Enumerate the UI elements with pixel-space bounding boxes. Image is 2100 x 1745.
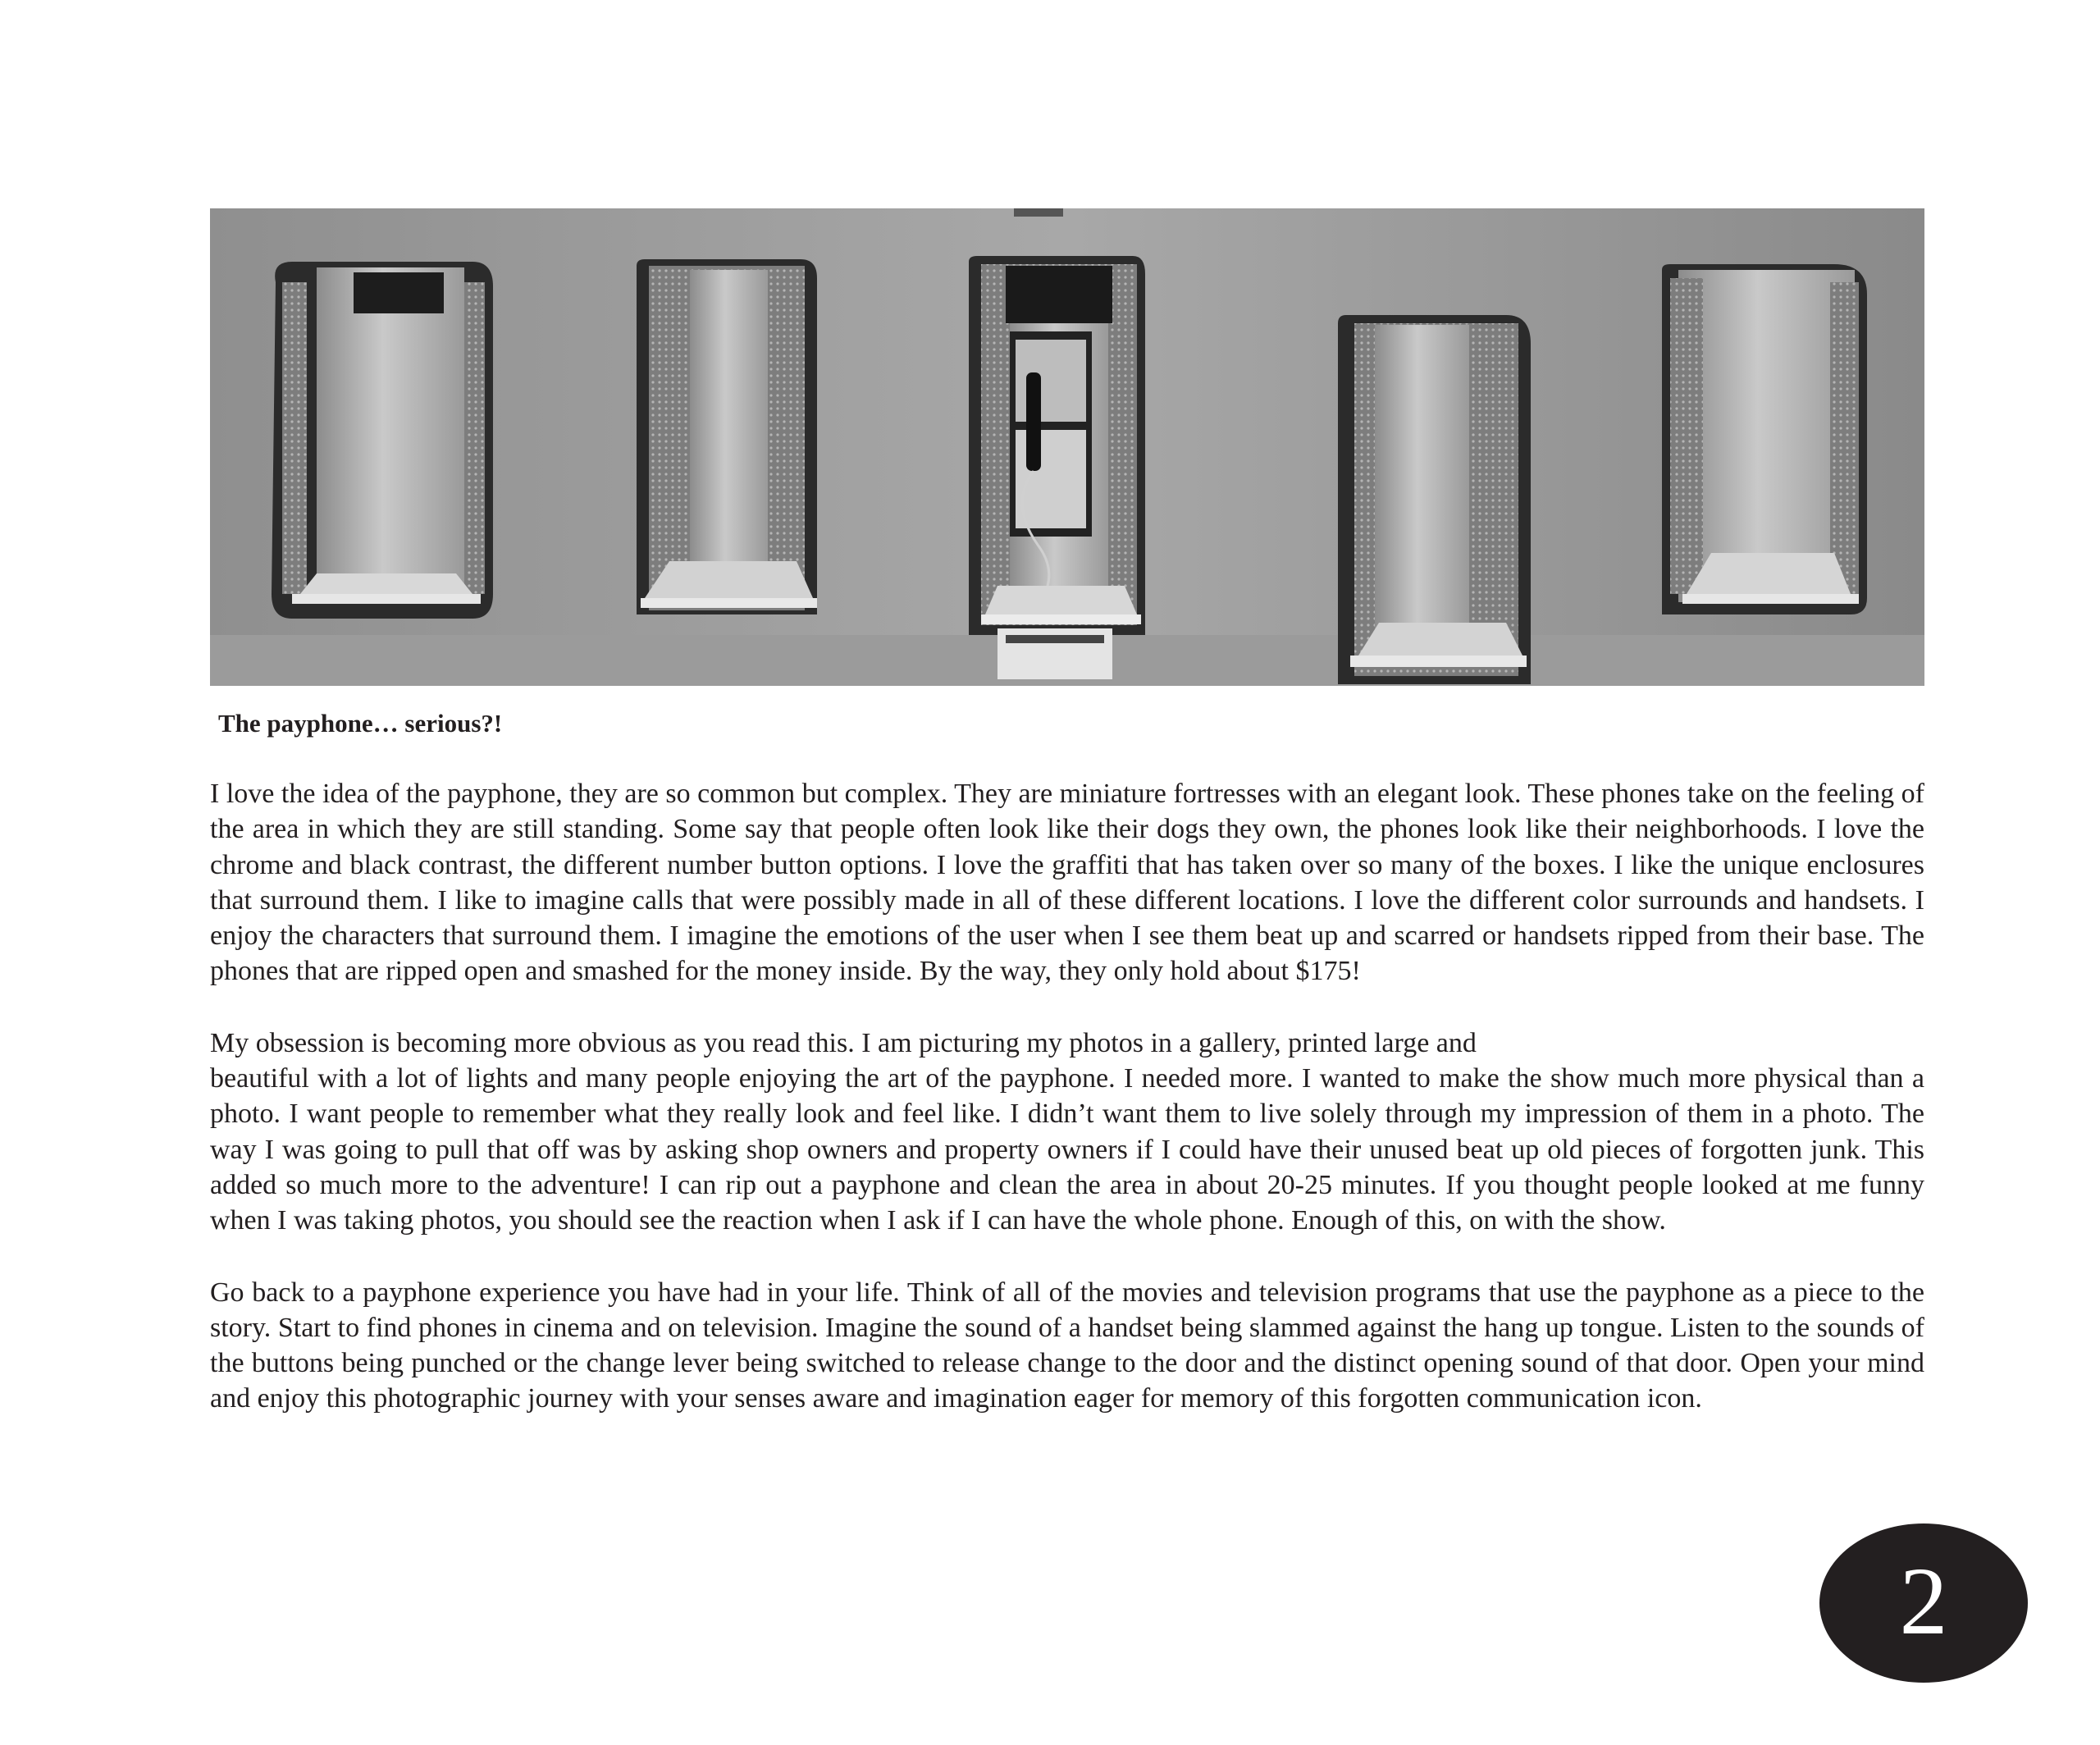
page-number-badge [1819,1523,2028,1683]
paragraph-1: I love the idea of the payphone, they are so common but complex. They are miniature fortresses with an elegant look. These phones take on the feeling of the area in which they are still standing. Some say that people often look like their dogs they own, the phones look like their neighborhoods. I love the chrome and black contrast, the different number button options. I love the graffiti that has taken over so many of the boxes. I like the unique enclosures that surround them. I like to imagine calls that were possibly made in all of these different locations. I love the different color surrounds and handsets. I enjoy the characters that surround them. I imagine the emotions of the user when I see them beat up and scarred or handsets ripped from their base. The phones that are ripped open and smashed for the money inside. By the way, they only hold about $175! [210,779,1924,987]
paragraph-2: beautiful with a lot of lights and many people enjoying the art of the payphone. I needed more. I wanted to make the show much more physical than a photo. I want people to remember what they really look and feel like. I didn’t want them to live solely through my impression of them in a photo. The way I was going to pull that off was by asking shop owners and property owners if I could have their unused beat up old pieces of forgotten junk. This added so much more to the adventure! I can rip out a payphone and clean the area in about 20-25 minutes. If you thought people looked at me funny when I was taking photos, you should see the reaction when I ask if I can have the whole phone. Enough of this, on with the show. [210,1063,1924,1236]
article [210,707,1924,1453]
page-number: 2 [1899,1547,1948,1655]
payphone-photo [210,208,1924,686]
paragraph-3: Go back to a payphone experience you have had in your life. Think of all of the movies and television programs that use the payphone as a piece to the story. Start to find phones in cinema and on television. Imagine the sound of a handset being slammed against the hang up tongue. Listen to the sounds of the buttons being punched or the change lever being switched to release change to the door and the distinct opening sound of that door. Open your mind and enjoy this photographic journey with your senses aware and imagination eager for memory of this forgotten communication icon. [210,1277,1924,1414]
article-heading: The payphone… serious?! [218,709,503,738]
payphone-enclosures-illustration [210,208,1924,686]
paragraph-2-intro: My obsession is becoming more obvious as you read this. I am picturing my photos in a gallery, printed large and [210,1027,1477,1058]
